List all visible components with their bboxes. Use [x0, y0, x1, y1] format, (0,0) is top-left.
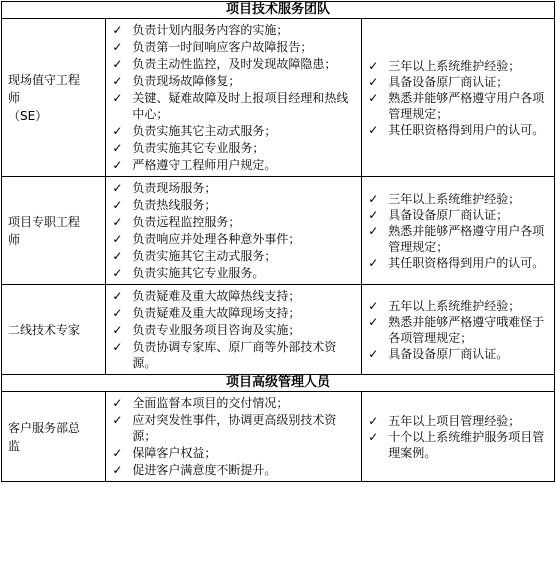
role-cell: [2, 177, 106, 285]
check-icon: ✓: [368, 413, 379, 428]
list-item-text: 十个以上系统维护服务项目管理案例。: [388, 429, 545, 460]
role-name-line: 项目专职工程: [8, 214, 81, 229]
list-item-text: 负责疑难及重大故障热线支持；: [132, 289, 301, 303]
list-item: [368, 346, 550, 362]
duties-list: [106, 285, 361, 374]
list-item: [112, 123, 357, 139]
list-item: [112, 73, 357, 89]
check-icon: ✓: [112, 306, 123, 320]
requirements-list: [362, 189, 554, 273]
list-item: [112, 395, 357, 411]
check-icon: ✓: [112, 413, 123, 427]
list-item: [112, 231, 357, 247]
requirements-cell: [362, 285, 555, 375]
role-name-line: 客户服务部总: [8, 420, 81, 435]
list-item: [368, 314, 550, 346]
list-item: [112, 157, 357, 173]
check-icon: ✓: [112, 232, 123, 246]
check-icon: ✓: [368, 207, 379, 222]
check-icon: ✓: [368, 191, 379, 206]
requirements-cell: [362, 177, 555, 285]
list-item: [368, 298, 550, 314]
list-item: [112, 288, 357, 304]
list-item-text: 负责现场故障修复；: [132, 74, 241, 88]
list-item: [112, 339, 357, 371]
list-item: [112, 214, 357, 230]
check-icon: ✓: [112, 40, 123, 54]
service-team-table: [1, 1, 555, 482]
list-item: [368, 255, 550, 271]
requirements-list: [362, 56, 554, 140]
check-icon: ✓: [368, 90, 379, 105]
check-icon: ✓: [112, 340, 123, 354]
list-item-text: 熟悉并能够严格遵守用户各项管理规定；: [388, 223, 545, 254]
list-item-text: 负责热线服务；: [132, 198, 217, 212]
role-name-line: 二线技术专家: [8, 322, 81, 337]
requirements-cell: [362, 392, 555, 482]
list-item-text: 其任职资格得到用户的认可。: [388, 122, 545, 137]
check-icon: ✓: [368, 314, 379, 329]
duties-cell: [106, 392, 362, 482]
check-icon: ✓: [368, 74, 379, 89]
list-item: [368, 429, 550, 461]
list-item: [112, 39, 357, 55]
section-header: 项目技术服务团队: [2, 2, 555, 19]
list-item-text: 负责专业服务项目咨询及实施；: [132, 323, 301, 337]
list-item-text: 三年以上系统维护经验；: [388, 58, 521, 73]
list-item-text: 促进客户满意度不断提升。: [132, 463, 277, 477]
requirements-cell: [362, 19, 555, 177]
list-item-text: 负责主动性监控，及时发现故障隐患；: [132, 57, 337, 71]
list-item: [112, 140, 357, 156]
list-item-text: 负责实施其它专业服务；: [132, 141, 265, 155]
list-item: [112, 22, 357, 38]
list-item-text: 负责第一时间响应客户故障报告；: [132, 40, 313, 54]
check-icon: ✓: [112, 289, 123, 303]
list-item-text: 五年以上系统维护经验；: [388, 298, 521, 313]
role-cell: [2, 285, 106, 375]
list-item: [368, 207, 550, 223]
list-item: [112, 445, 357, 461]
list-item-text: 负责疑难及重大故障现场支持；: [132, 306, 301, 320]
list-item-text: 关键、疑难故障及时上报项目经理和热线中心；: [132, 91, 349, 121]
check-icon: ✓: [112, 124, 123, 138]
duties-cell: [106, 19, 362, 177]
list-item: [112, 248, 357, 264]
list-item: [112, 180, 357, 196]
duties-cell: [106, 285, 362, 375]
list-item-text: 全面监督本项目的交付情况；: [132, 396, 289, 410]
list-item-text: 负责远程监控服务；: [132, 215, 241, 229]
check-icon: ✓: [112, 91, 123, 105]
list-item-text: 负责实施其它专业服务。: [132, 266, 265, 280]
list-item: [368, 223, 550, 255]
table-row: [2, 285, 555, 375]
table-body: [2, 2, 555, 482]
section-header: 项目高级管理人员: [2, 375, 555, 392]
check-icon: ✓: [112, 446, 123, 460]
duties-list: [106, 392, 361, 481]
check-icon: ✓: [368, 58, 379, 73]
list-item-text: 保障客户权益；: [132, 446, 217, 460]
check-icon: ✓: [368, 346, 379, 361]
list-item-text: 五年以上项目管理经验；: [388, 413, 521, 428]
table-row: [2, 19, 555, 177]
list-item-text: 负责实施其它主动式服务；: [132, 249, 277, 263]
list-item-text: 熟悉并能够严格遵守用户各项管理规定；: [388, 90, 545, 121]
list-item: [112, 56, 357, 72]
list-item: [112, 462, 357, 478]
list-item-text: 负责现场服务；: [132, 181, 217, 195]
role-name-line: 师: [8, 232, 21, 247]
check-icon: ✓: [112, 158, 123, 172]
list-item-text: 其任职资格得到用户的认可。: [388, 255, 545, 270]
check-icon: ✓: [112, 23, 123, 37]
table-row: [2, 177, 555, 285]
list-item-text: 严格遵守工程师用户规定。: [132, 158, 277, 172]
list-item-text: 具备设备原厂商认证；: [388, 207, 509, 222]
check-icon: ✓: [112, 74, 123, 88]
check-icon: ✓: [112, 198, 123, 212]
check-icon: ✓: [368, 223, 379, 238]
duties-list: [106, 19, 361, 176]
role-name-line: 师: [8, 90, 21, 105]
check-icon: ✓: [112, 249, 123, 263]
requirements-list: [362, 296, 554, 364]
list-item-text: 熟悉并能够严格遵守哦难怪于各项管理规定；: [388, 314, 545, 345]
check-icon: ✓: [112, 215, 123, 229]
list-item: [368, 191, 550, 207]
list-item-text: 负责协调专家库、原厂商等外部技术资源。: [132, 340, 337, 370]
check-icon: ✓: [368, 429, 379, 444]
list-item: [368, 90, 550, 122]
duties-list: [106, 177, 361, 284]
role-cell: [2, 392, 106, 482]
list-item: [112, 197, 357, 213]
list-item: [368, 74, 550, 90]
check-icon: ✓: [112, 266, 123, 280]
table-row: [2, 392, 555, 482]
list-item: [112, 305, 357, 321]
role-name-line: （SE）: [8, 108, 48, 123]
list-item-text: 具备设备原厂商认证；: [388, 74, 509, 89]
check-icon: ✓: [112, 323, 123, 337]
section-header-row: [2, 375, 555, 392]
list-item-text: 应对突发性事件，协调更高级别技术资源；: [132, 413, 337, 443]
check-icon: ✓: [112, 396, 123, 410]
list-item-text: 负责响应并处理各种意外事件；: [132, 232, 301, 246]
list-item: [368, 413, 550, 429]
list-item-text: 三年以上系统维护经验；: [388, 191, 521, 206]
check-icon: ✓: [112, 57, 123, 71]
list-item: [368, 58, 550, 74]
list-item-text: 具备设备原厂商认证。: [388, 346, 509, 361]
section-header-row: [2, 2, 555, 19]
requirements-list: [362, 411, 554, 463]
role-name-line: 现场值守工程: [8, 72, 81, 87]
check-icon: ✓: [112, 181, 123, 195]
duties-cell: [106, 177, 362, 285]
list-item: [112, 412, 357, 444]
role-cell: [2, 19, 106, 177]
check-icon: ✓: [368, 122, 379, 137]
list-item: [368, 122, 550, 138]
list-item: [112, 265, 357, 281]
list-item-text: 负责实施其它主动式服务；: [132, 124, 277, 138]
check-icon: ✓: [368, 255, 379, 270]
check-icon: ✓: [112, 463, 123, 477]
list-item: [112, 90, 357, 122]
check-icon: ✓: [112, 141, 123, 155]
list-item: [112, 322, 357, 338]
role-name-line: 监: [8, 438, 21, 453]
list-item-text: 负责计划内服务内容的实施；: [132, 23, 289, 37]
check-icon: ✓: [368, 298, 379, 313]
